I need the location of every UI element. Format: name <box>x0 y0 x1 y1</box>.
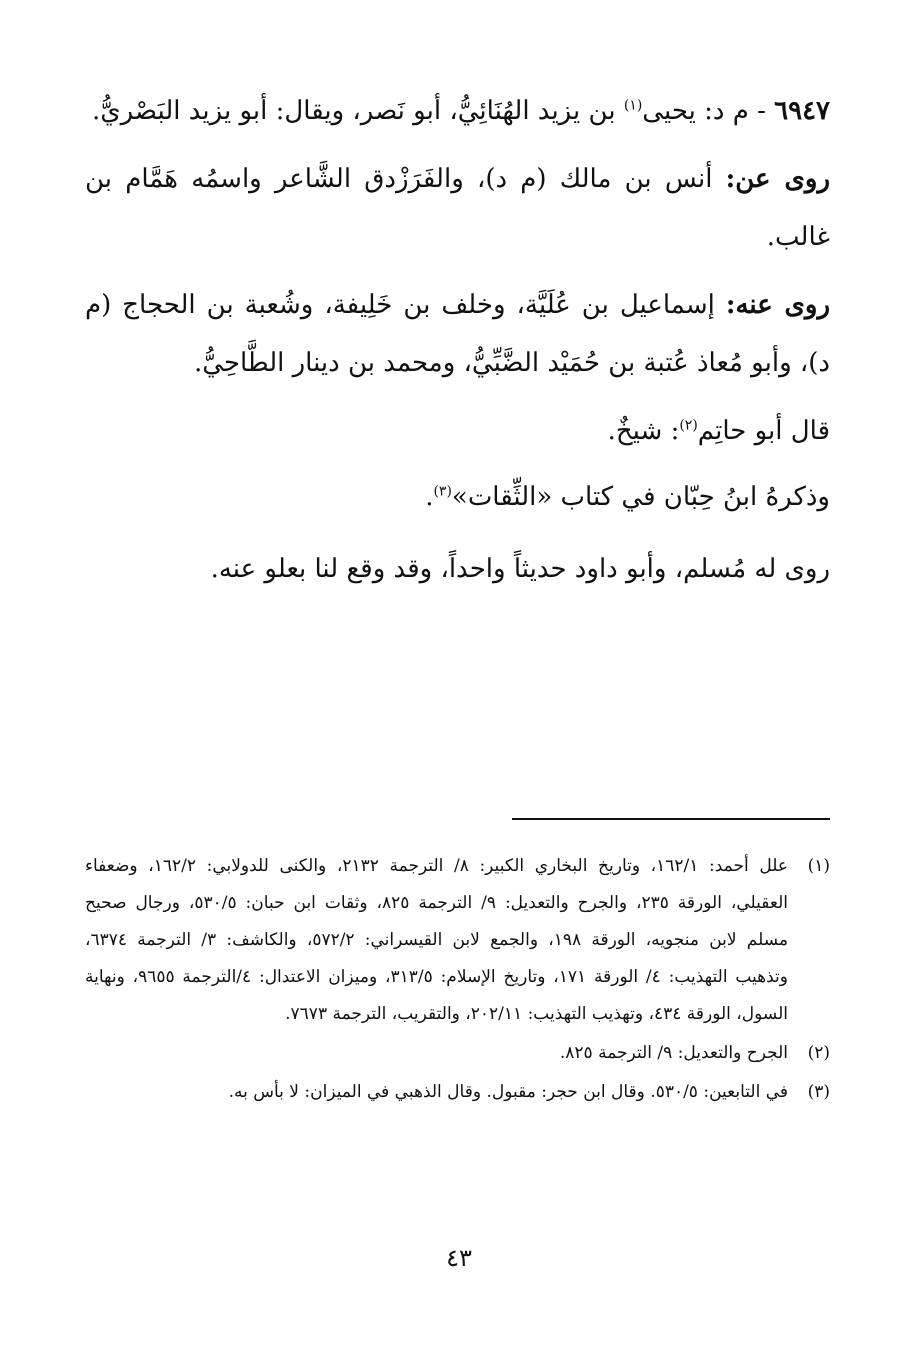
ibn-hibban-text-after: . <box>425 482 434 512</box>
footnote-ref-3: (٣) <box>433 483 452 500</box>
footnote-text: علل أحمد: ١٦٢/١، وتاريخ البخاري الكبير: ٨/ الترجمة ٢١٣٢، والكنى للدولابي: ١٦٢/٢، وضعفاء العقيلي، الورقة ٢٣٥، والجرح والتعديل: ٩/ الترجمة ٨٢٥، وثقات ابن حبان: ٥٣٠/٥، ورجال صحيح مسلم لابن منجويه، الورقة ١٩٨، والجمع لابن القيسراني: ٥٧٢/٢، والكاشف: ٣/ الترجمة ٦٣٧٤، وتذهيب التهذيب: ٤/ الورقة ١٧١، وتاريخ الإسلام: ٣١٣/٥، وميزان الاعتدال: ٤/الترجمة ٩٦٥٥، ونهاية السول، الورقة ٤٣٤، وتهذيب التهذيب: ٢٠٢/١١، والتقريب، الترجمة ٧٦٧٣. <box>85 856 789 1024</box>
ibn-hibban-paragraph <box>85 468 830 526</box>
narrated-from-label: روى عن: <box>725 164 830 194</box>
narrated-by-text: إسماعيل بن عُلَيَّة، وخلف بن خَلِيفة، وشُعبة بن الحجاج (م د)، وأبو مُعاذ عُتبة بن حُمَيْد الضَّبِّيُّ، ومحمد بن دينار الطَّاحِيُّ. <box>85 290 830 378</box>
narrated-from-text: أنس بن مالك (م د)، والفَرَزْدق الشَّاعر واسمُه هَمَّام بن غالب. <box>85 164 830 252</box>
narrated-closing-paragraph: روى له مُسلم، وأبو داود حديثاً واحداً، وقد وقع لنا بعلو عنه. <box>210 554 830 584</box>
main-text <box>85 82 830 600</box>
footnote-ref-2: (٢) <box>679 417 698 434</box>
footnote-ref-1: (١) <box>623 97 643 114</box>
footnote-number: (٣) <box>807 1082 830 1102</box>
narrated-from-paragraph <box>85 150 830 266</box>
footnote-3 <box>85 1074 830 1111</box>
footnote-2 <box>85 1035 830 1072</box>
entry-heading: ٦٩٤٧ - م د: يحيى$^{(١)}$ بن يزيد الهُنَائِيُّ، أبو نَصر، ويقال: أبو يزيد البَصْريُّ. <box>91 96 830 126</box>
footnote-text: الجرح والتعديل: ٩/ الترجمة ٨٢٥. <box>559 1043 788 1063</box>
narrated-by-paragraph <box>85 276 830 392</box>
narrated-by-label: روى عنه: <box>725 290 831 320</box>
entry-name-part2: بن يزيد الهُنَائِيُّ، أبو نَصر، ويقال: أبو يزيد البَصْريُّ. <box>91 96 616 126</box>
ibn-hibban-text-before: وذكرهُ ابنُ حِبّان في كتاب «الثِّقات» <box>451 482 830 512</box>
entry-number: ٦٩٤٧ <box>774 96 830 126</box>
abu-hatim-paragraph <box>85 402 830 460</box>
entry-name-part1: يحيى <box>642 96 696 126</box>
footnote-number: (٢) <box>807 1043 830 1063</box>
page-number: ٤٣ <box>446 1244 472 1272</box>
footnote-1 <box>85 848 830 1033</box>
abu-hatim-text-before: قال أبو حاتِم <box>697 416 830 446</box>
footnote-number: (١) <box>807 856 830 876</box>
entry-codes: م د: <box>704 96 749 126</box>
footnote-text: في التابعين: ٥٣٠/٥. وقال ابن حجر: مقبول. وقال الذهبي في الميزان: لا بأس به. <box>228 1082 788 1102</box>
abu-hatim-text-after: : شيخٌ. <box>607 416 680 446</box>
footnote-separator <box>512 818 830 820</box>
footnotes <box>85 848 830 1113</box>
